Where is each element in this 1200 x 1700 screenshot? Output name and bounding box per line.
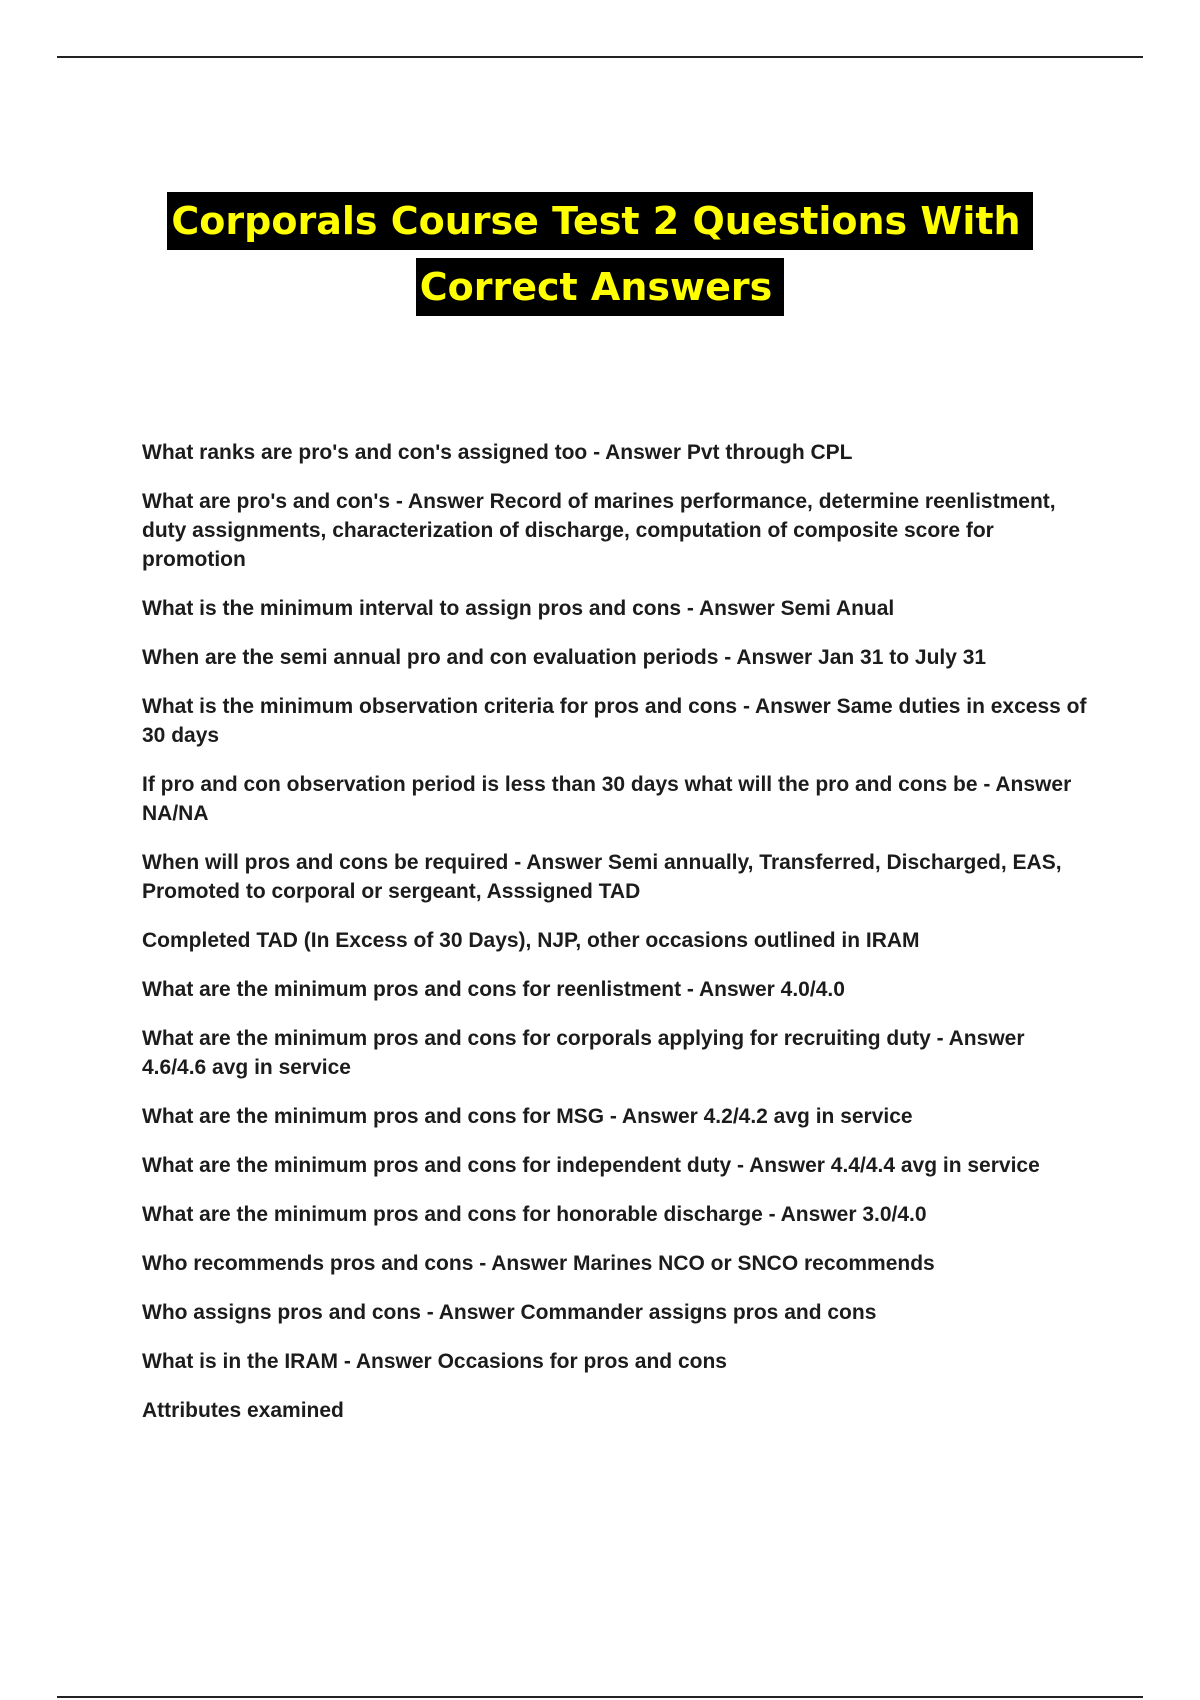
question-answer-list bbox=[142, 438, 1092, 1445]
qa-item-16: What is in the IRAM - Answer Occasions for pros and cons bbox=[142, 1350, 727, 1373]
qa-item-3: What is the minimum interval to assign pros and cons - Answer Semi Anual bbox=[142, 597, 895, 620]
qa-item-2: What are pro's and con's - Answer Record of marines performance, determine reenlistment, duty assignments, characterization of discharge, computation of composite score for promotion bbox=[142, 490, 1056, 571]
bottom-rule bbox=[57, 1696, 1143, 1698]
qa-item-9: What are the minimum pros and cons for reenlistment - Answer 4.0/4.0 bbox=[142, 978, 845, 1001]
qa-item-1: What ranks are pro's and con's assigned too - Answer Pvt through CPL bbox=[142, 441, 853, 464]
qa-item-17: Attributes examined bbox=[142, 1399, 344, 1422]
document-title bbox=[0, 192, 1200, 324]
qa-item-12: What are the minimum pros and cons for independent duty - Answer 4.4/4.4 avg in service bbox=[142, 1154, 1040, 1177]
qa-item-5: What is the minimum observation criteria for pros and cons - Answer Same duties in excess of 30 days bbox=[142, 695, 1087, 747]
qa-item-14: Who recommends pros and cons - Answer Marines NCO or SNCO recommends bbox=[142, 1252, 935, 1275]
qa-item-4: When are the semi annual pro and con evaluation periods - Answer Jan 31 to July 31 bbox=[142, 646, 987, 669]
title-line-1: Corporals Course Test 2 Questions With bbox=[167, 192, 1032, 250]
qa-item-7: When will pros and cons be required - Answer Semi annually, Transferred, Discharged, EAS, Promoted to corporal or sergeant, Asssigned TAD bbox=[142, 851, 1062, 903]
qa-item-13: What are the minimum pros and cons for honorable discharge - Answer 3.0/4.0 bbox=[142, 1203, 927, 1226]
qa-item-15: Who assigns pros and cons - Answer Commander assigns pros and cons bbox=[142, 1301, 877, 1324]
qa-item-8: Completed TAD (In Excess of 30 Days), NJP, other occasions outlined in IRAM bbox=[142, 929, 920, 952]
top-rule bbox=[57, 56, 1143, 58]
title-line-2: Correct Answers bbox=[416, 258, 784, 316]
qa-item-10: What are the minimum pros and cons for corporals applying for recruiting duty - Answer 4.6/4.6 avg in service bbox=[142, 1027, 1025, 1079]
qa-item-11: What are the minimum pros and cons for MSG - Answer 4.2/4.2 avg in service bbox=[142, 1105, 913, 1128]
qa-item-6: If pro and con observation period is less than 30 days what will the pro and cons be - Answer NA/NA bbox=[142, 773, 1072, 825]
